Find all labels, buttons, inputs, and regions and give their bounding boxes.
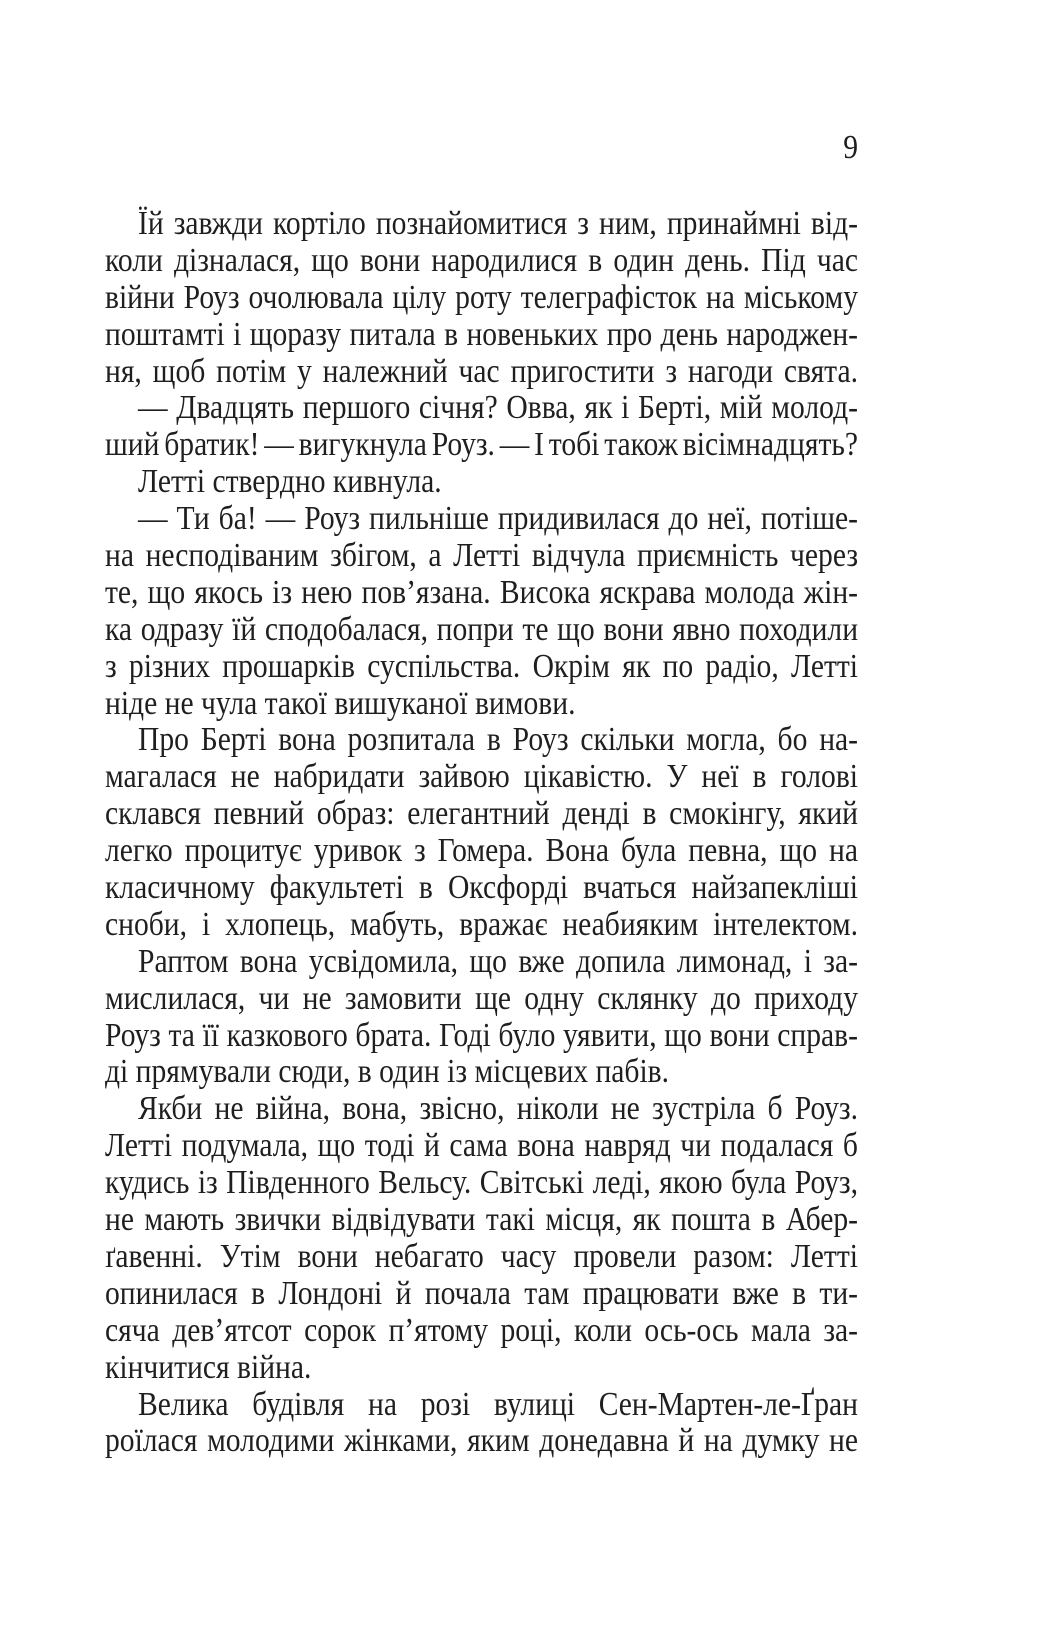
text-line <box>105 206 858 243</box>
text-line-content: Летті подумала, що тоді й сама вона навряд чи подалася б <box>105 1127 858 1165</box>
paragraph <box>105 1091 858 1386</box>
text-line-content: Їй завжди кортіло познайомитися з ним, принаймні від- <box>138 205 858 242</box>
text-line <box>105 796 858 833</box>
text-line-content: ка одразу їй сподобалася, попри те що вони явно походили <box>105 610 859 648</box>
text-line-content: поштамті і щоразу питала в новеньких про день народжен- <box>105 315 859 353</box>
text-line <box>105 464 858 501</box>
paragraph <box>105 390 858 464</box>
text-line-content: ґавенні. Утім вони небагато часу провели разом: Летті <box>105 1237 858 1275</box>
paragraph <box>105 722 858 943</box>
text-line <box>105 1165 858 1202</box>
text-line-content: Раптом вона усвідомила, що вже допила лимонад, і за- <box>138 942 858 980</box>
text-line <box>105 1387 858 1424</box>
text-line <box>105 243 858 280</box>
text-line-content: опинилася в Лондоні й почала там працювати вже в ти- <box>105 1274 859 1312</box>
text-line <box>105 612 858 649</box>
text-line <box>105 390 858 427</box>
text-line <box>105 944 858 981</box>
paragraph <box>105 944 858 1092</box>
text-line <box>105 759 858 796</box>
text-line <box>105 870 858 907</box>
text-line-content: сяча дев’ятсот сорок п’ятому році, коли ось-ось мала за- <box>105 1311 859 1349</box>
text-line <box>105 1313 858 1350</box>
paragraph <box>105 464 858 501</box>
text-line <box>105 501 858 538</box>
text-line-content: Про Берті вона розпитала в Роуз скільки могла, бо на- <box>138 721 859 759</box>
text-line-content: кінчитися війна. <box>105 1348 312 1386</box>
text-line <box>105 1018 858 1055</box>
paragraph <box>105 1387 858 1461</box>
text-line <box>105 280 858 317</box>
text-line-content: — Ти ба! — Роуз пильніше придивилася до неї, потіше- <box>138 500 859 538</box>
text-line <box>105 575 858 612</box>
text-line-content: Велика будівля на розі вулиці Сен-Мартен-ле-Ґран <box>138 1385 858 1423</box>
text-line-content: війни Роуз очолювала цілу роту телеграфісток на міському <box>105 278 859 316</box>
text-line-content: ший братик! — вигукнула Роуз. — І тобі також вісімнадцять? <box>105 426 859 464</box>
text-line <box>105 686 858 723</box>
text-line <box>105 1091 858 1128</box>
text-line-content: класичному факультеті в Оксфорді вчаться найзапекліші <box>105 869 858 907</box>
text-line-content: те, що якось із нею пов’язана. Висока яскрава молода жін- <box>105 573 859 611</box>
text-line-content: на несподіваним збігом, а Летті відчула приємність через <box>105 537 859 575</box>
paragraph <box>105 501 858 722</box>
text-line-content: з різних прошарків суспільства. Окрім як по радіо, Летті <box>105 647 859 685</box>
text-line-content: ня, щоб потім у належний час пригостити з нагоди свята. <box>105 352 858 390</box>
text-line-content: Летті ствердно кивнула. <box>138 463 442 501</box>
text-line-content: не мають звички відвідувати такі місця, як пошта в Абер- <box>105 1201 858 1239</box>
text-line <box>105 1239 858 1276</box>
text-line <box>105 1276 858 1313</box>
text-line-content: легко процитує уривок з Гомера. Вона була певна, що на <box>105 832 859 870</box>
text-line-content: сноби, і хлопець, мабуть, вражає неабияким інтелектом. <box>105 905 859 943</box>
text-line <box>105 833 858 870</box>
text-line <box>105 317 858 354</box>
text-line-content: ді прямували сюди, в один із місцевих пабів. <box>105 1053 670 1091</box>
text-line <box>105 354 858 391</box>
paragraph <box>105 206 858 390</box>
text-line <box>105 907 858 944</box>
text-line <box>105 1054 858 1091</box>
text-line-content: роїлася молодими жінками, яким донедавна й на думку не <box>105 1422 858 1460</box>
text-line-content: магалася не набридати зайвою цікавістю. У неї в голові <box>105 758 859 796</box>
page-number: 9 <box>843 129 858 166</box>
text-line-content: — Двадцять першого січня? Овва, як і Берті, мій молод- <box>138 389 858 427</box>
text-line <box>105 538 858 575</box>
text-line <box>105 649 858 686</box>
text-line-content: склався певний образ: елегантний денді в смокінгу, який <box>105 795 858 833</box>
text-line <box>105 1350 858 1387</box>
text-line <box>105 1128 858 1165</box>
text-line <box>105 722 858 759</box>
text-line-content: Якби не війна, вона, звісно, ніколи не зустріла б Роуз. <box>138 1090 859 1128</box>
text-line-content: кудись із Південного Вельсу. Світські леді, якою була Роуз, <box>105 1164 858 1202</box>
text-line-content: Роуз та її казкового брата. Годі було уявити, що вони справ- <box>105 1016 859 1054</box>
page-header <box>105 131 858 165</box>
text-line-content: ніде не чула такої вишуканої вимови. <box>105 684 576 722</box>
text-line-content: мислилася, чи не замовити ще одну склянку до приходу <box>105 979 859 1017</box>
text-line <box>105 427 858 464</box>
text-line-content: коли дізналася, що вони народилися в один день. Під час <box>105 241 858 279</box>
text-line <box>105 1202 858 1239</box>
text-line <box>105 1423 858 1460</box>
text-block <box>105 206 858 1460</box>
text-line <box>105 981 858 1018</box>
